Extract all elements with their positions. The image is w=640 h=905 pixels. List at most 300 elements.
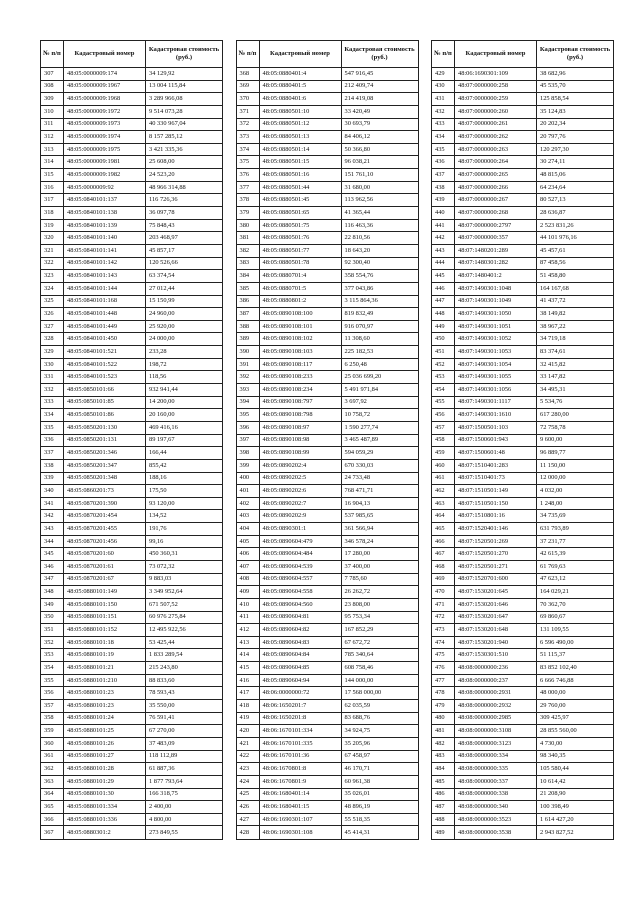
row-number: 479 — [432, 700, 455, 713]
row-number: 416 — [236, 674, 259, 687]
table-row — [236, 813, 418, 826]
row-number: 352 — [41, 636, 64, 649]
table-row — [41, 384, 223, 397]
table-row — [236, 434, 418, 447]
row-number: 353 — [41, 649, 64, 662]
cadastral-cost: 47 623,12 — [537, 573, 614, 586]
row-number: 340 — [41, 485, 64, 498]
table-row — [236, 295, 418, 308]
cadastral-cost: 125 858,54 — [537, 93, 614, 106]
cadastral-cost: 51 458,80 — [537, 270, 614, 283]
table-row — [432, 510, 614, 523]
cadastral-number: 48:05:0890202:7 — [259, 497, 341, 510]
cadastral-cost: 83 374,61 — [537, 346, 614, 359]
cadastral-number: 48:05:0880401:5 — [259, 80, 341, 93]
cadastral-cost: 34 735,69 — [537, 510, 614, 523]
cadastral-number: 48:05:0880101:23 — [64, 687, 146, 700]
cadastral-number: 48:06:1680401:15 — [259, 801, 341, 814]
cadastral-cost: 7 785,60 — [341, 573, 418, 586]
row-number: 473 — [432, 624, 455, 637]
cadastral-cost: 12 000,00 — [537, 472, 614, 485]
cadastral-cost: 198,72 — [146, 358, 223, 371]
row-number: 412 — [236, 624, 259, 637]
row-number: 389 — [236, 333, 259, 346]
row-number: 356 — [41, 687, 64, 700]
cadastral-cost: 93 120,00 — [146, 497, 223, 510]
row-number: 453 — [432, 371, 455, 384]
cadastral-cost: 273 849,55 — [146, 826, 223, 840]
row-number: 347 — [41, 573, 64, 586]
row-number: 316 — [41, 181, 64, 194]
cadastral-cost: 25 036 699,20 — [341, 371, 418, 384]
table-row — [432, 80, 614, 93]
cadastral-cost: 20 202,34 — [537, 118, 614, 131]
row-number: 393 — [236, 384, 259, 397]
row-number: 312 — [41, 131, 64, 144]
cadastral-number: 48:07:1480401:2 — [455, 270, 537, 283]
table-row — [41, 396, 223, 409]
table-row — [432, 421, 614, 434]
cadastral-cost: 36 097,78 — [146, 207, 223, 220]
row-number: 398 — [236, 447, 259, 460]
cadastral-cost: 5 534,76 — [537, 396, 614, 409]
row-number: 460 — [432, 459, 455, 472]
cadastral-number: 48:05:0890604:82 — [259, 624, 341, 637]
cadastral-number: 48:05:0850201:130 — [64, 421, 146, 434]
row-number: 459 — [432, 447, 455, 460]
row-number: 424 — [236, 775, 259, 788]
cadastral-number: 48:05:0840101:521 — [64, 346, 146, 359]
table-row — [236, 270, 418, 283]
table-row — [41, 826, 223, 840]
cadastral-cost: 377 043,86 — [341, 282, 418, 295]
cadastral-cost: 33 420,49 — [341, 105, 418, 118]
cadastral-number: 48:05:0840101:142 — [64, 257, 146, 270]
cadastral-number: 48:05:0880301:2 — [64, 826, 146, 840]
cadastral-cost: 144 000,00 — [341, 674, 418, 687]
cadastral-cost: 92 300,40 — [341, 257, 418, 270]
cadastral-number: 48:06:1670801:9 — [259, 775, 341, 788]
cadastral-number: 48:07:1500601:48 — [455, 447, 537, 460]
cadastral-cost: 41 437,72 — [537, 295, 614, 308]
cadastral-cost: 212 409,74 — [341, 80, 418, 93]
cadastral-number: 48:07:0000000:263 — [455, 143, 537, 156]
table-row — [41, 674, 223, 687]
table-row — [432, 725, 614, 738]
cadastral-number: 48:05:0890301:1 — [259, 523, 341, 536]
row-number: 369 — [236, 80, 259, 93]
row-number: 386 — [236, 295, 259, 308]
cadastral-cost: 855,42 — [146, 459, 223, 472]
row-number: 407 — [236, 560, 259, 573]
row-number: 375 — [236, 156, 259, 169]
cadastral-number: 48:05:0890604:85 — [259, 662, 341, 675]
cadastral-cost: 118 112,89 — [146, 750, 223, 763]
cadastral-number: 48:05:0840101:141 — [64, 244, 146, 257]
cadastral-number: 48:07:1530201:646 — [455, 598, 537, 611]
row-number: 334 — [41, 409, 64, 422]
cadastral-number: 48:07:0000000:259 — [455, 93, 537, 106]
cadastral-cost: 214 419,08 — [341, 93, 418, 106]
cadastral-cost: 34 495,31 — [537, 384, 614, 397]
table-row — [432, 358, 614, 371]
cadastral-cost: 38 149,82 — [537, 308, 614, 321]
table-row — [41, 219, 223, 232]
cadastral-number: 48:05:0850201:347 — [64, 459, 146, 472]
table-row — [432, 194, 614, 207]
row-number: 483 — [432, 750, 455, 763]
cadastral-number: 48:06:1670801:8 — [259, 763, 341, 776]
cadastral-cost: 6 666 746,88 — [537, 674, 614, 687]
table-row — [236, 396, 418, 409]
table-row — [236, 118, 418, 131]
cadastral-cost: 785 340,64 — [341, 649, 418, 662]
cadastral-number: 48:05:0870201:390 — [64, 497, 146, 510]
row-number: 321 — [41, 244, 64, 257]
cadastral-number: 48:05:0880501:76 — [259, 232, 341, 245]
cadastral-cost: 33 147,82 — [537, 371, 614, 384]
row-number: 409 — [236, 586, 259, 599]
cadastral-cost: 768 471,71 — [341, 485, 418, 498]
row-number: 430 — [432, 80, 455, 93]
cadastral-cost: 166 318,75 — [146, 788, 223, 801]
table-row — [236, 409, 418, 422]
cadastral-cost: 21 208,90 — [537, 788, 614, 801]
cadastral-cost: 6 596 490,00 — [537, 636, 614, 649]
table-row — [236, 649, 418, 662]
table-row — [432, 712, 614, 725]
table-row — [432, 143, 614, 156]
table-row — [236, 181, 418, 194]
row-number: 450 — [432, 333, 455, 346]
row-number: 307 — [41, 68, 64, 81]
row-number: 420 — [236, 725, 259, 738]
cadastral-number: 48:05:0880501:45 — [259, 194, 341, 207]
table-row — [432, 649, 614, 662]
cadastral-cost: 60 961,38 — [341, 775, 418, 788]
cadastral-cost: 25 608,00 — [146, 156, 223, 169]
table-row — [432, 447, 614, 460]
table-row — [236, 472, 418, 485]
cadastral-number: 48:05:0000009:1974 — [64, 131, 146, 144]
cadastral-cost: 819 832,49 — [341, 308, 418, 321]
table-row — [236, 737, 418, 750]
cadastral-number: 48:06:1650201:7 — [259, 700, 341, 713]
cadastral-cost: 105 580,44 — [537, 763, 614, 776]
table-row — [41, 156, 223, 169]
cadastral-cost: 131 109,55 — [537, 624, 614, 637]
row-number: 371 — [236, 105, 259, 118]
table-row — [432, 573, 614, 586]
row-number: 363 — [41, 775, 64, 788]
table-row — [236, 105, 418, 118]
table-row — [41, 788, 223, 801]
cadastral-cost: 17 568 000,00 — [341, 687, 418, 700]
cadastral-number: 48:07:0000000:260 — [455, 105, 537, 118]
row-number: 421 — [236, 737, 259, 750]
row-number: 351 — [41, 624, 64, 637]
cadastral-number: 48:06:1690301:109 — [455, 68, 537, 81]
cadastral-cost: 55 518,35 — [341, 813, 418, 826]
table-row — [432, 674, 614, 687]
row-number: 341 — [41, 497, 64, 510]
row-number: 484 — [432, 763, 455, 776]
cadastral-number: 48:05:0000009:1982 — [64, 169, 146, 182]
table-row — [41, 586, 223, 599]
cadastral-cost: 203 468,97 — [146, 232, 223, 245]
row-number: 372 — [236, 118, 259, 131]
table-row — [236, 308, 418, 321]
table-row — [432, 788, 614, 801]
cadastral-cost: 24 960,00 — [146, 308, 223, 321]
cadastral-number: 48:05:0000009:1972 — [64, 105, 146, 118]
row-number: 474 — [432, 636, 455, 649]
row-number: 399 — [236, 459, 259, 472]
table-row — [236, 232, 418, 245]
cadastral-number: 48:07:1520701:600 — [455, 573, 537, 586]
cadastral-number: 48:07:1490301:1054 — [455, 358, 537, 371]
table-row — [432, 700, 614, 713]
row-number: 381 — [236, 232, 259, 245]
row-number: 447 — [432, 295, 455, 308]
row-number: 480 — [432, 712, 455, 725]
cadastral-cost: 617 280,00 — [537, 409, 614, 422]
row-number: 475 — [432, 649, 455, 662]
row-number: 477 — [432, 674, 455, 687]
row-number: 345 — [41, 548, 64, 561]
cadastral-number: 48:05:0890202:6 — [259, 485, 341, 498]
table-row — [41, 358, 223, 371]
table-row — [41, 763, 223, 776]
cadastral-cost: 17 280,00 — [341, 548, 418, 561]
row-number: 426 — [236, 801, 259, 814]
cadastral-number: 48:07:1510401:283 — [455, 459, 537, 472]
cadastral-cost: 670 330,03 — [341, 459, 418, 472]
row-number: 368 — [236, 68, 259, 81]
cadastral-number: 48:05:0870201:61 — [64, 560, 146, 573]
cadastral-cost: 188,16 — [146, 472, 223, 485]
cadastral-number: 48:05:0880101:334 — [64, 801, 146, 814]
cadastral-cost: 4 032,00 — [537, 485, 614, 498]
cadastral-number: 48:08:0000000:2931 — [455, 687, 537, 700]
cadastral-cost: 12 495 922,56 — [146, 624, 223, 637]
cadastral-number: 48:07:1490301:1052 — [455, 333, 537, 346]
row-number: 442 — [432, 232, 455, 245]
cadastral-number: 48:05:0000009:1981 — [64, 156, 146, 169]
table-header-row — [432, 41, 614, 68]
row-number: 359 — [41, 725, 64, 738]
row-number: 423 — [236, 763, 259, 776]
cadastral-number: 48:05:0840101:522 — [64, 358, 146, 371]
table-row — [236, 282, 418, 295]
cadastral-number: 48:07:0000000:258 — [455, 80, 537, 93]
row-number: 425 — [236, 788, 259, 801]
cadastral-cost: 78 593,43 — [146, 687, 223, 700]
header-number: № п/п — [236, 41, 259, 68]
header-cadastral-cost: Кадастровая стоимость (руб.) — [341, 41, 418, 68]
cadastral-cost: 10 758,72 — [341, 409, 418, 422]
cadastral-cost: 547 916,45 — [341, 68, 418, 81]
row-number: 457 — [432, 421, 455, 434]
cadastral-cost: 2 523 831,26 — [537, 219, 614, 232]
row-number: 443 — [432, 244, 455, 257]
cadastral-cost: 26 262,72 — [341, 586, 418, 599]
table-row — [432, 384, 614, 397]
cadastral-cost: 34 719,18 — [537, 333, 614, 346]
table-row — [41, 207, 223, 220]
cadastral-number: 48:07:1510501:150 — [455, 497, 537, 510]
cadastral-number: 48:05:0840101:449 — [64, 320, 146, 333]
cadastral-cost: 69 860,67 — [537, 611, 614, 624]
cadastral-number: 48:05:0870201:67 — [64, 573, 146, 586]
row-number: 354 — [41, 662, 64, 675]
row-number: 396 — [236, 421, 259, 434]
cadastral-number: 48:05:0850101:85 — [64, 396, 146, 409]
table-row — [236, 68, 418, 81]
cadastral-number: 48:05:0880501:15 — [259, 156, 341, 169]
cadastral-number: 48:05:0890604:84 — [259, 649, 341, 662]
cadastral-cost: 113 962,56 — [341, 194, 418, 207]
cadastral-number: 48:07:0000000:357 — [455, 232, 537, 245]
cadastral-number: 48:08:0000000:2932 — [455, 700, 537, 713]
cadastral-cost: 28 636,87 — [537, 207, 614, 220]
row-number: 377 — [236, 181, 259, 194]
table-row — [432, 257, 614, 270]
row-number: 382 — [236, 244, 259, 257]
table-row — [432, 775, 614, 788]
cadastral-cost: 28 855 560,00 — [537, 725, 614, 738]
cadastral-number: 48:08:0000000:3538 — [455, 826, 537, 840]
table-row — [432, 801, 614, 814]
row-number: 315 — [41, 169, 64, 182]
table-row — [41, 93, 223, 106]
cadastral-number: 48:07:1520501:269 — [455, 535, 537, 548]
table-row — [41, 523, 223, 536]
row-number: 390 — [236, 346, 259, 359]
table-row — [432, 485, 614, 498]
row-number: 486 — [432, 788, 455, 801]
row-number: 478 — [432, 687, 455, 700]
table-row — [41, 598, 223, 611]
cadastral-cost: 45 535,70 — [537, 80, 614, 93]
table-row — [432, 459, 614, 472]
table-row — [432, 687, 614, 700]
cadastral-cost: 361 566,94 — [341, 523, 418, 536]
table-row — [236, 371, 418, 384]
table-row — [41, 308, 223, 321]
cadastral-cost: 233,28 — [146, 346, 223, 359]
table-row — [41, 636, 223, 649]
row-number: 360 — [41, 737, 64, 750]
table-row — [41, 548, 223, 561]
cadastral-cost: 469 416,16 — [146, 421, 223, 434]
cadastral-number: 48:07:0000000:268 — [455, 207, 537, 220]
cadastral-number: 48:05:0880501:14 — [259, 143, 341, 156]
cadastral-table-3 — [431, 40, 614, 840]
row-number: 387 — [236, 308, 259, 321]
cadastral-number: 48:05:0840101:143 — [64, 270, 146, 283]
cadastral-number: 48:05:0880101:150 — [64, 598, 146, 611]
cadastral-cost: 45 457,61 — [537, 244, 614, 257]
cadastral-cost: 309 425,97 — [537, 712, 614, 725]
row-number: 448 — [432, 308, 455, 321]
table-row — [236, 194, 418, 207]
cadastral-cost: 3 289 966,08 — [146, 93, 223, 106]
table-row — [41, 535, 223, 548]
cadastral-number: 48:05:0890604:557 — [259, 573, 341, 586]
cadastral-number: 48:05:0880101:24 — [64, 712, 146, 725]
cadastral-cost: 35 124,83 — [537, 105, 614, 118]
cadastral-cost: 45 857,17 — [146, 244, 223, 257]
table-row — [432, 750, 614, 763]
table-row — [236, 750, 418, 763]
cadastral-number: 48:05:0840101:448 — [64, 308, 146, 321]
table-row — [41, 775, 223, 788]
row-number: 404 — [236, 523, 259, 536]
table-row — [432, 813, 614, 826]
cadastral-number: 48:07:1520501:270 — [455, 548, 537, 561]
row-number: 455 — [432, 396, 455, 409]
cadastral-cost: 95 753,34 — [341, 611, 418, 624]
cadastral-number: 48:06:1690301:107 — [259, 813, 341, 826]
table-row — [41, 434, 223, 447]
cadastral-number: 48:05:0000009:1975 — [64, 143, 146, 156]
table-row — [41, 270, 223, 283]
cadastral-cost: 120 526,66 — [146, 257, 223, 270]
cadastral-number: 48:08:0000000:338 — [455, 788, 537, 801]
row-number: 427 — [236, 813, 259, 826]
row-number: 432 — [432, 105, 455, 118]
row-number: 468 — [432, 560, 455, 573]
cadastral-number: 48:07:1490301:1049 — [455, 295, 537, 308]
table-row — [432, 624, 614, 637]
row-number: 335 — [41, 421, 64, 434]
cadastral-number: 48:07:1510501:149 — [455, 485, 537, 498]
row-number: 461 — [432, 472, 455, 485]
row-number: 429 — [432, 68, 455, 81]
table-row — [432, 523, 614, 536]
table-row — [41, 611, 223, 624]
table-row — [432, 68, 614, 81]
cadastral-number: 48:05:0890202:4 — [259, 459, 341, 472]
cadastral-cost: 24 733,48 — [341, 472, 418, 485]
cadastral-cost: 48 815,06 — [537, 169, 614, 182]
cadastral-number: 48:05:0880101:210 — [64, 674, 146, 687]
table-row — [432, 396, 614, 409]
row-number: 364 — [41, 788, 64, 801]
cadastral-number: 48:05:0840101:144 — [64, 282, 146, 295]
row-number: 324 — [41, 282, 64, 295]
cadastral-cost: 164 029,21 — [537, 586, 614, 599]
cadastral-cost: 63 374,54 — [146, 270, 223, 283]
cadastral-number: 48:05:0880801:2 — [259, 295, 341, 308]
row-number: 401 — [236, 485, 259, 498]
cadastral-number: 48:07:1490301:1610 — [455, 409, 537, 422]
row-number: 330 — [41, 358, 64, 371]
row-number: 485 — [432, 775, 455, 788]
table-row — [41, 813, 223, 826]
table-row — [41, 143, 223, 156]
cadastral-cost: 29 760,00 — [537, 700, 614, 713]
cadastral-number: 48:06:1650201:8 — [259, 712, 341, 725]
header-cadastral-number: Кадастровый номер — [259, 41, 341, 68]
row-number: 467 — [432, 548, 455, 561]
table-row — [236, 510, 418, 523]
cadastral-number: 48:05:0890604:560 — [259, 598, 341, 611]
row-number: 365 — [41, 801, 64, 814]
cadastral-cost: 631 793,89 — [537, 523, 614, 536]
table-row — [432, 662, 614, 675]
